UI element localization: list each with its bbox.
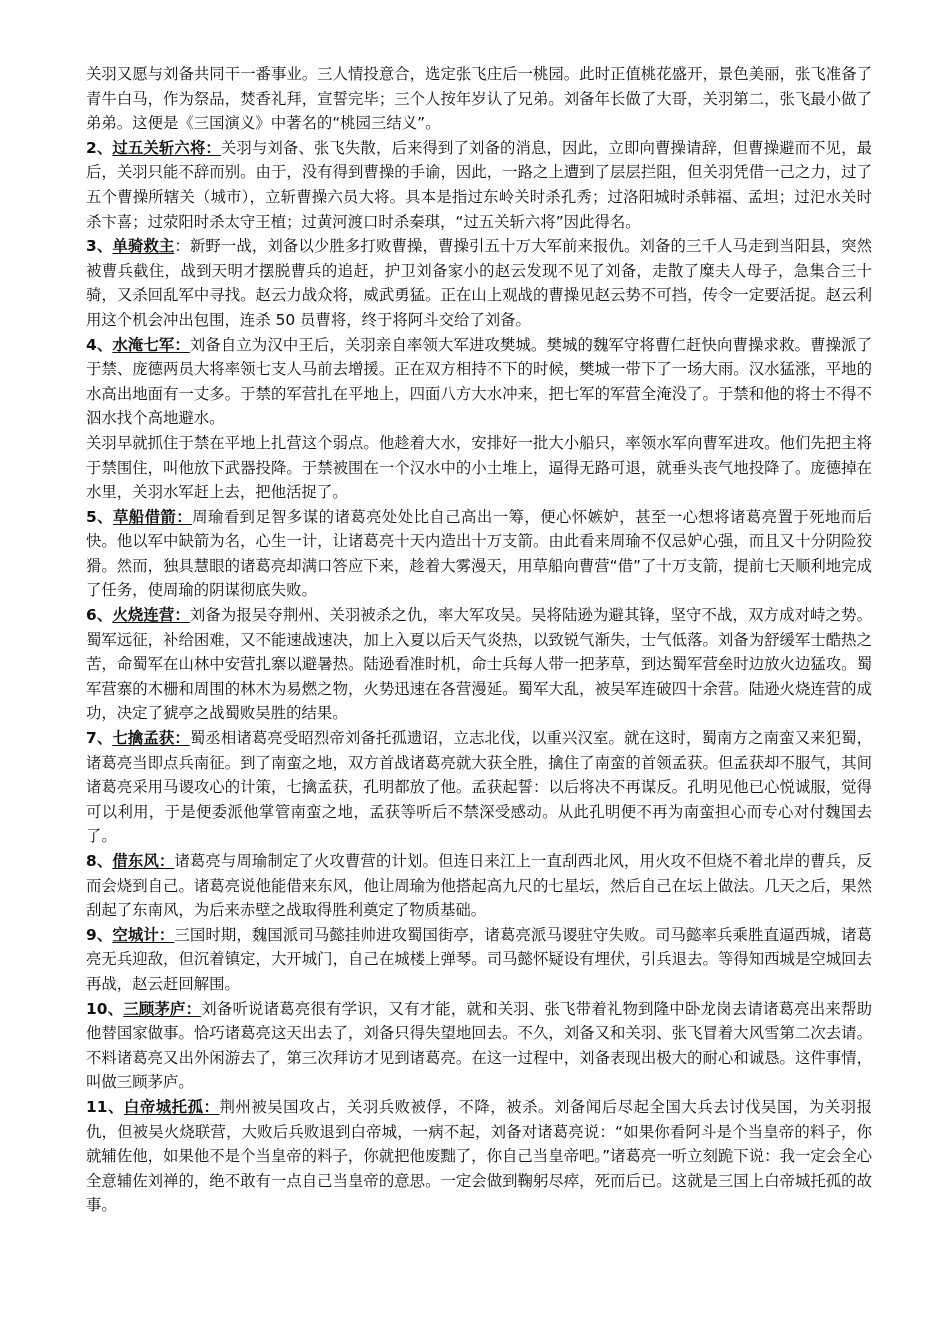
section-2: [86, 136, 872, 234]
section-title: 草船借箭：: [112, 507, 193, 526]
intro-text: 关羽又愿与刘备共同干一番事业。三人情投意合，选定张飞庄后一桃园。此时正值桃花盛开，景色美丽，张飞准备了青牛白马，作为祭品，焚香礼拜，宣誓完毕；三个人按年岁认了兄弟。刘备年长做了大哥，关羽第二，张飞最小做了弟弟。这便是《三国演义》中著名的“桃园三结义”。: [86, 65, 872, 133]
section-body: 周瑜看到足智多谋的诸葛亮处处比自己高出一筹，便心怀嫉妒，甚至一心想将诸葛亮置于死地而后快。他以军中缺箭为名，心生一计，让诸葛亮十天内造出十万支箭。由此看来周瑜不仅忌妒心强，而且又十分阴险狡猾。然而，独具慧眼的诸葛亮却满口答应下来，趁着大雾漫天，用草船向曹营“借”了十万支箭，提前七天顺利地完成了任务，使周瑜的阴谋彻底失败。: [86, 507, 872, 600]
section-body: 刘备自立为汉中王后，关羽亲自率领大军进攻樊城。樊城的魏军守将曹仁赶快向曹操求救。曹操派了于禁、庞德两员大将率领七支人马前去增援。正在双方相持不下的时候，樊城一带下了一场大雨。汉水猛涨，平地的水高出地面有一丈多。于禁的军营扎在平地上，四面八方大水冲来，把七军的军营全淹没了。于禁和他的将士不得不泅水找个高地避水。: [86, 335, 872, 428]
section-11: [86, 1095, 872, 1218]
section-4: [86, 333, 872, 431]
section-title: 白帝城托孤：: [123, 1097, 220, 1116]
section-number: 5、: [86, 507, 113, 526]
section-body: 荆州被吴国攻占，关羽兵败被俘，不降，被杀。刘备闻后尽起全国大兵去讨伐吴国，为关羽报仇，但被吴火烧联营，大败后兵败退到白帝城，一病不起，刘备对诸葛亮说：“如果你看阿斗是个当皇帝的料子，你就辅佐他，如果他不是个当皇帝的料子，你就把他废黜了，你自己当皇帝吧。”诸葛亮一听立刻跪下说：我一定会全心全意辅佐刘禅的，绝不敢有一点自己当皇帝的意思。一定会做到鞠躬尽瘁，死而后已。这就是三国上白帝城托孤的故事。: [86, 1097, 872, 1215]
document-page: [86, 62, 872, 1218]
section-body: 关羽与刘备、张飞失散，后来得到了刘备的消息，因此，立即向曹操请辞，但曹操避而不见，最后，关羽只能不辞而别。由于，没有得到曹操的手谕，因此，一路之上遭到了层层拦阻，但关羽凭借一己之力，过了五个曹操所辖关（城市），立斩曹操六员大将。具本是指过东岭关时杀孔秀；过洛阳城时杀韩福、孟坦；过汜水关时杀卞喜；过荥阳时杀太守王植；过黄河渡口时杀秦琪，“过五关斩六将”因此得名。: [86, 138, 872, 231]
section-6: [86, 603, 872, 726]
section-title: 过五关斩六将：: [112, 138, 221, 157]
section-title: 火烧连营：: [112, 606, 190, 625]
section-number: 6、: [86, 606, 113, 625]
section-4-continued: [86, 431, 872, 505]
section-number: 2、: [86, 138, 113, 157]
section-9: [86, 923, 872, 997]
section-8: [86, 849, 872, 923]
section-7: [86, 726, 872, 849]
section-title: 单骑救主: [112, 237, 175, 256]
section-body: 刘备听说诸葛亮很有学识，又有才能，就和关羽、张飞带着礼物到隆中卧龙岗去请诸葛亮出来帮助他替国家做事。恰巧诸葛亮这天出去了，刘备只得失望地回去。不久，刘备又和关羽、张飞冒着大风雪第二次去请。不料诸葛亮又出外闲游去了，第三次拜访才见到诸葛亮。在这一过程中，刘备表现出极大的耐心和诚恳。这件事情，叫做三顾茅庐。: [86, 999, 872, 1092]
section-10: [86, 997, 872, 1095]
section-body: 蜀丞相诸葛亮受昭烈帝刘备托孤遗诏，立志北伐，以重兴汉室。就在这时，蜀南方之南蛮又来犯蜀，诸葛亮当即点兵南征。到了南蛮之地，双方首战诸葛亮就大获全胜，擒住了南蛮的首领孟获。但孟获却不服气，其间诸葛亮采用马谡攻心的计策，七擒孟获，孔明都放了他。孟获起誓：以后将决不再谋反。孔明见他已心悦诚服，觉得可以利用，于是便委派他掌管南蛮之地，孟获等听后不禁深受感动。从此孔明便不再为南蛮担心而专心对付魏国去了。: [86, 729, 872, 846]
section-5: [86, 505, 872, 603]
section-number: 4、: [86, 335, 113, 354]
section-body: 刘备为报吴夺荆州、关羽被杀之仇，率大军攻吴。吴将陆逊为避其锋，坚守不战，双方成对峙之势。蜀军远征，补给困难，又不能速战速决，加上入夏以后天气炎热，以致锐气渐失，士气低落。刘备为舒缓军士酷热之苦，命蜀军在山林中安营扎寨以避暑热。陆逊看准时机，命士兵每人带一把茅草，到达蜀军营垒时边放火边猛攻。蜀军营寨的木栅和周围的林木为易燃之物，火势迅速在各营漫延。蜀军大乱，被吴军连破四十余营。陆逊火烧连营的成功，决定了猇亭之战蜀败吴胜的结果。: [86, 606, 872, 723]
section-number: 9、: [86, 925, 113, 944]
section-number: 11、: [86, 1097, 124, 1116]
section-title: 七擒孟获：: [112, 729, 190, 748]
section-title: 空城计：: [112, 925, 175, 944]
section-number: 3、: [86, 237, 113, 256]
section-title: 水淹七军：: [112, 335, 190, 354]
section-number: 8、: [86, 852, 113, 870]
section-body: 关羽早就抓住于禁在平地上扎营这个弱点。他趁着大水，安排好一批大小船只，率领水军向曹军进攻。他们先把主将于禁围住，叫他放下武器投降。于禁被围在一个汉水中的小土堆上，逼得无路可退，就垂头丧气地投降了。庞德掉在水里，关羽水军赶上去，把他活捉了。: [86, 433, 872, 502]
section-title: 三顾茅庐：: [123, 999, 202, 1018]
section-body: 三国时期，魏国派司马懿挂帅进攻蜀国街亭，诸葛亮派马谡驻守失败。司马懿率兵乘胜直逼西城，诸葛亮无兵迎敌，但沉着镇定，大开城门，自己在城楼上弹琴。司马懿怀疑设有埋伏，引兵退去。等得知西城是空城回去再战，赵云赶回解围。: [86, 925, 872, 993]
section-number: 7、: [86, 729, 113, 748]
section-body: ：新野一战，刘备以少胜多打败曹操，曹操引五十万大军前来报仇。刘备的三千人马走到当阳县，突然被曹兵截住，战到天明才摆脱曹兵的追赶，护卫刘备家小的赵云发现不见了刘备，走散了糜夫人母子，急集合三十骑，又杀回乱军中寻找。赵云力战众将，威武勇猛。正在山上观战的曹操见赵云势不可挡，传令一定要活捉。赵云利用这个机会冲出包围，连杀 50 员曹将，终于将阿斗交给了刘备。: [86, 237, 872, 329]
intro-paragraph: [86, 62, 872, 136]
section-3: [86, 234, 872, 332]
section-title: 借东风：: [112, 852, 175, 870]
section-body: 诸葛亮与周瑜制定了火攻曹营的计划。但连日来江上一直刮西北风，用火攻不但烧不着北岸的曹兵，反而会烧到自己。诸葛亮说他能借来东风，他让周瑜为他搭起高九尺的七星坛，然后自己在坛上做法。几天之后，果然刮起了东南风，为后来赤壁之战取得胜利奠定了物质基础。: [86, 852, 872, 920]
section-number: 10、: [86, 999, 124, 1018]
